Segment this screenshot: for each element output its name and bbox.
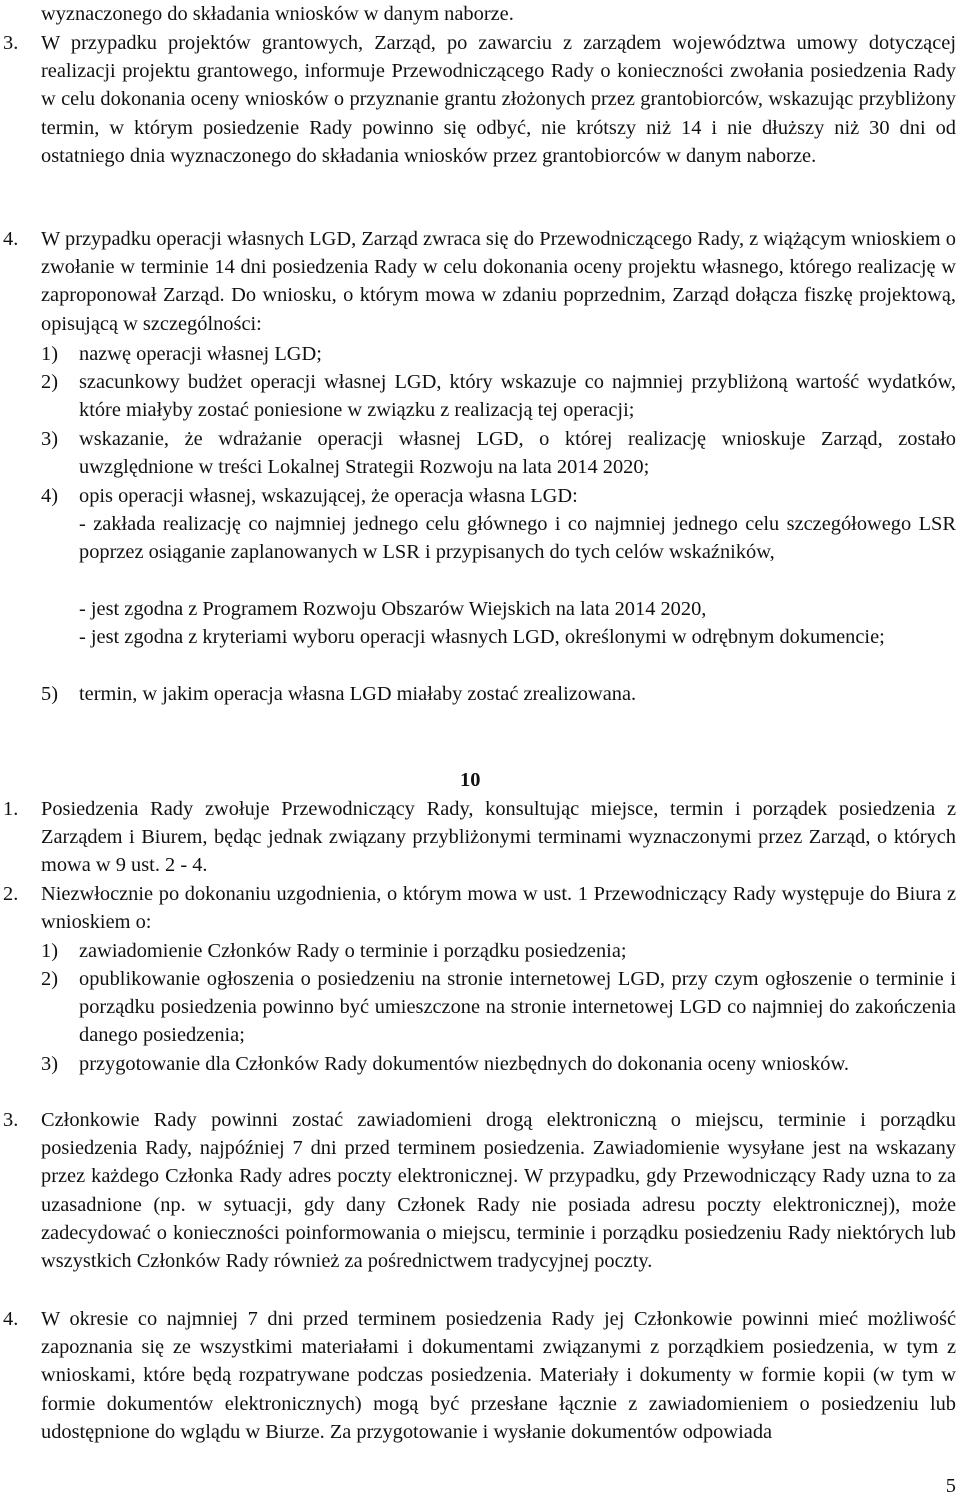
section-heading: 10 xyxy=(460,769,481,791)
paragraph-text: W przypadku projektów grantowych, Zarząd, po zawarciu z zarządem województwa umowy dotyczącej realizacji projektu grantowego, informuje Przewodniczącego Rady o konieczności zwołania posiedzenia Rady w celu dokonania oceny wniosków o przyznanie grantu złożonych przez grantobiorców, wskazując przybliżony termin, w którym posiedzenie Rady powinno się odbyć, nie krótszy niż 14 i nie dłuższy niż 30 dni od ostatniego dnia wyznaczonego do składania wniosków przez grantobiorców w danym naborze. xyxy=(41,32,956,167)
item-number: 1) xyxy=(41,940,58,962)
item-text: opis operacji własnej, wskazującej, że operacja własna LGD: xyxy=(79,485,578,507)
paragraph-number: 1. xyxy=(3,798,19,820)
list-item xyxy=(41,1050,956,1078)
paragraph-text: W okresie co najmniej 7 dni przed terminem posiedzenia Rady jej Członkowie powinni mieć możliwość zapoznania się ze wszystkimi materiałami i dokumentami związanymi z porządkiem posiedzenia, w tym z wnioskami, które będą rozpatrywane podczas posiedzenia. Materiały i dokumenty w formie kopii (w tym w formie dokumentów elektronicznych) mogą być przesłane łącznie z zawiadomieniem o posiedzeniu lub udostępnione do wglądu w Biurze. Za przygotowanie i wysłanie dokumentów odpowiada xyxy=(41,1308,956,1443)
paragraph-number: 4. xyxy=(3,228,19,250)
item-text: szacunkowy budżet operacji własnej LGD, który wskazuje co najmniej przybliżoną wartość wydatków, które miałyby zostać poniesione w związku z realizacją tej operacji; xyxy=(79,371,956,422)
dash-item: - jest zgodna z Programem Rozwoju Obszarów Wiejskich na lata 2014 2020, xyxy=(79,598,707,620)
paragraph-number: 3. xyxy=(3,32,19,54)
paragraph-text: Niezwłocznie po dokonaniu uzgodnienia, o którym mowa w ust. 1 Przewodniczący Rady występuje do Biura z wnioskiem o: xyxy=(41,883,956,934)
item-text: zawiadomienie Członków Rady o terminie i porządku posiedzenia; xyxy=(79,940,627,962)
dash-item: - jest zgodna z kryteriami wyboru operacji własnych LGD, określonymi w odrębnym dokumencie; xyxy=(79,626,885,648)
list-item xyxy=(41,340,956,368)
item-number: 3) xyxy=(41,1053,58,1075)
paragraph-text: Członkowie Rady powinni zostać zawiadomieni drogą elektroniczną o miejscu, terminie i porządku posiedzenia Rady, najpóźniej 7 dni przed terminem posiedzenia. Zawiadomienie wysyłane jest na wskazany przez każdego Członka Rady adres poczty elektronicznej. W przypadku, gdy Przewodniczący Rady uzna to za uzasadnione (np. w sytuacji, gdy dany Członek Rady nie posiada adresu poczty elektronicznej), może zadecydować o konieczności poinformowania o miejscu, terminie i porządku posiedzeniu Rady niektórych lub wszystkich Członków Rady również za pośrednictwem tradycyjnej poczty. xyxy=(41,1109,956,1273)
list-item xyxy=(41,482,956,510)
list-item xyxy=(41,965,956,1050)
item-number: 1) xyxy=(41,343,58,365)
item-number: 2) xyxy=(41,371,58,393)
item-text: opublikowanie ogłoszenia o posiedzeniu na stronie internetowej LGD, przy czym ogłoszenie o terminie i porządku posiedzenia powinno być umieszczone na stronie internetowej LGD co najmniej do zakończenia danego posiedzenia; xyxy=(79,968,956,1047)
item-number: 5) xyxy=(41,683,58,705)
list-item xyxy=(41,680,956,708)
page-number: 5 xyxy=(945,1475,956,1497)
item-text: przygotowanie dla Członków Rady dokumentów niezbędnych do dokonania oceny wniosków. xyxy=(79,1053,849,1075)
dash-item: - zakłada realizację co najmniej jednego celu głównego i co najmniej jednego celu szczegółowego LSR poprzez osiąganie zaplanowanych w LSR i przypisanych do tych celów wskaźników, xyxy=(79,513,956,564)
item-text: nazwę operacji własnej LGD; xyxy=(79,343,322,365)
paragraph-text: Posiedzenia Rady zwołuje Przewodniczący Rady, konsultując miejsce, termin i porządek posiedzenia z Zarządem i Biurem, będąc jednak związany przybliżonymi terminami wyznaczonymi przez Zarząd, o których mowa w 9 ust. 2 - 4. xyxy=(41,798,956,877)
paragraph-number: 2. xyxy=(3,883,19,905)
list-item xyxy=(41,368,956,424)
item-number: 4) xyxy=(41,485,58,507)
item-number: 3) xyxy=(41,428,58,450)
item-text: termin, w jakim operacja własna LGD miałaby zostać zrealizowana. xyxy=(79,683,637,705)
paragraph-number: 3. xyxy=(3,1109,19,1131)
item-text: wskazanie, że wdrażanie operacji własnej LGD, o której realizację wnioskuje Zarząd, zostało uwzględnione w treści Lokalnej Strategii Rozwoju na lata 2014 2020; xyxy=(79,428,956,479)
list-item xyxy=(41,937,956,965)
paragraph-number: 4. xyxy=(3,1308,19,1330)
list-item xyxy=(41,425,956,481)
continued-line: wyznaczonego do składania wniosków w danym naborze. xyxy=(41,3,514,25)
paragraph-text: W przypadku operacji własnych LGD, Zarząd zwraca się do Przewodniczącego Rady, z wiążącym wnioskiem o zwołanie w terminie 14 dni posiedzenia Rady w celu dokonania oceny projektu własnego, którego realizację w zaproponował Zarząd. Do wniosku, o którym mowa w zdaniu poprzednim, Zarząd dołącza fiszkę projektową, opisującą w szczególności: xyxy=(41,228,956,335)
item-number: 2) xyxy=(41,968,58,990)
